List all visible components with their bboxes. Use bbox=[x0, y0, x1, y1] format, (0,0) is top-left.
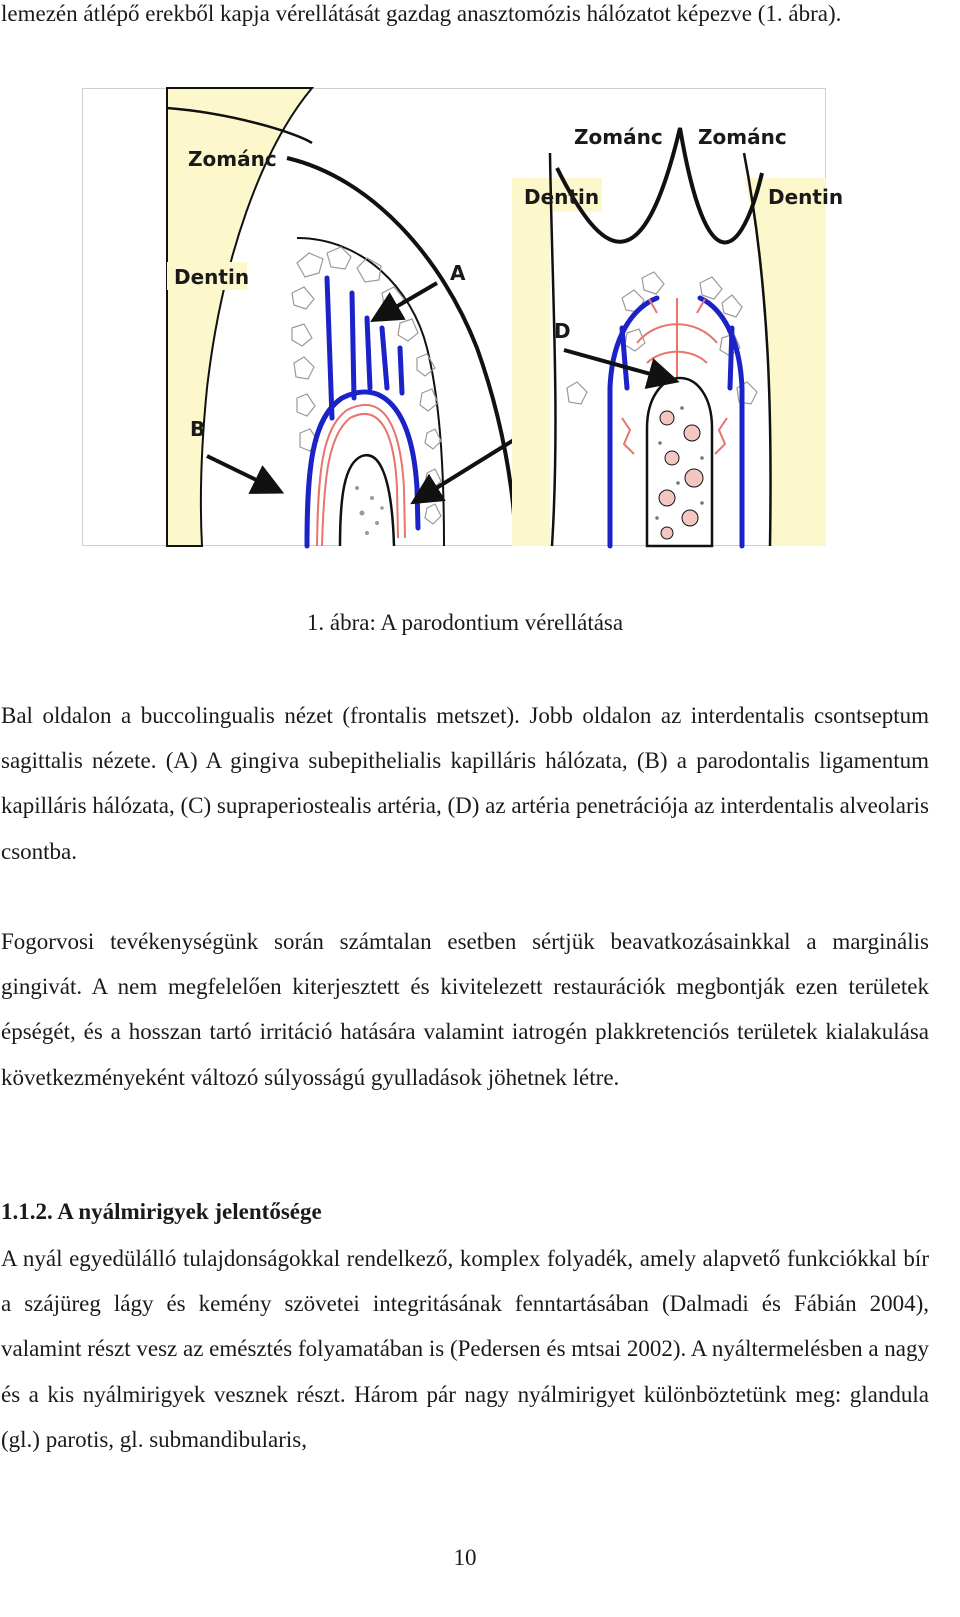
left-dentin-label: Dentin bbox=[174, 265, 250, 289]
dental-paragraph: Fogorvosi tevékenységünk során számtalan esetben sértjük beavatkozásainkkal a marginális gingivát. A nem megfelelően kiterjesztett és kivitelezett restaurációk megbontják ezen területek épségét, és a hosszan tartó irritáció hatására valamint iatrogén plakkretenciós területek kialakulása következményeként változó súlyosságú gyulladások jöhetnek létre. bbox=[1, 929, 929, 1090]
right-panel bbox=[512, 125, 843, 546]
page-number: 10 bbox=[453, 1545, 477, 1570]
right-enamel-label-2: Zománc bbox=[698, 125, 787, 149]
figure-caption: 1. ábra: A parodontium vérellátása bbox=[306, 610, 624, 635]
right-dentin-left-label: Dentin bbox=[524, 185, 600, 209]
interdental-bone-septum bbox=[647, 378, 712, 546]
label-b: B bbox=[190, 417, 206, 441]
section-heading: 1.1.2. A nyálmirigyek jelentősége bbox=[1, 1199, 322, 1224]
figure-legend-paragraph: Bal oldalon a buccolingualis nézet (frontalis metszet). Jobb oldalon az interdentalis csontseptum sagittalis nézete. (A) A gingiva subepithelialis kapilláris hálózata, (B) a parodontalis ligamentum kapilláris hálózata, (C) supraperiostealis artéria, (D) az artéria penetrációja az interdentalis alveolaris csontba. bbox=[1, 703, 929, 864]
left-enamel-label: Zománc bbox=[188, 147, 277, 171]
right-enamel-label-1: Zománc bbox=[574, 125, 663, 149]
right-dentin-right-label: Dentin bbox=[768, 185, 844, 209]
left-panel bbox=[167, 88, 539, 546]
label-a: A bbox=[450, 261, 466, 285]
parodontium-figure bbox=[82, 88, 844, 546]
label-d: D bbox=[554, 319, 571, 343]
intro-paragraph: lemezén átlépő erekből kapja vérellátását gazdag anasztomózis hálózatot képezve (1. ábra). bbox=[1, 1, 842, 26]
parodontium-illustration bbox=[82, 88, 844, 546]
saliva-paragraph: A nyál egyedülálló tulajdonságokkal rendelkező, komplex folyadék, amely alapvető funkciókkal bír a szájüreg lágy és kemény szövetei integritásának fenntartásában (Dalmadi és Fábián 2004), valamint részt vesz az emésztés folyamatában is (Pedersen és mtsai 2002). A nyáltermelésben a nagy és a kis nyálmirigyek vesznek részt. Három pár nagy nyálmirigyet különböztetünk meg: glandula (gl.) parotis, gl. submandibularis, bbox=[1, 1246, 929, 1452]
